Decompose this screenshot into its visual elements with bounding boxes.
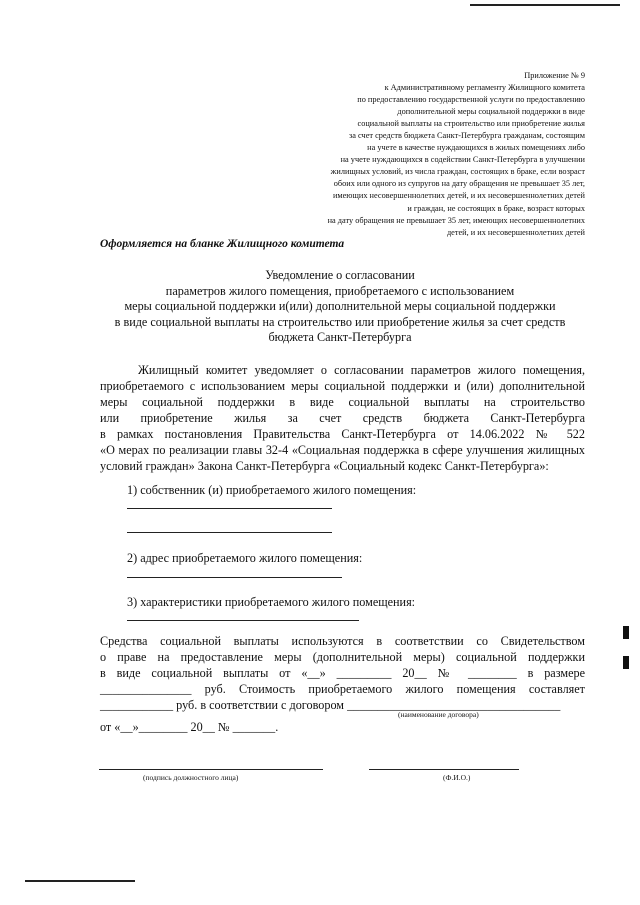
scan-bottom-line: [25, 880, 135, 882]
title-line: Уведомление о согласовании: [265, 268, 415, 282]
appendix-line: имеющих несовершеннолетних детей, и их несовершеннолетних детей: [332, 191, 585, 201]
characteristics-item: 3) характеристики приобретаемого жилого помещения:: [127, 595, 416, 609]
scan-top-line: [470, 4, 620, 6]
characteristics-field-line[interactable]: [127, 620, 359, 621]
body-line: Жилищный комитет уведомляет о согласовании параметров жилого помещения,: [138, 363, 585, 377]
owner-field-line-1[interactable]: [127, 508, 332, 509]
title-line: меры социальной поддержки и(или) дополнительной меры социальной поддержки: [124, 299, 556, 313]
appendix-line: обоих или одного из супругов на дату обращения не превышает 35 лет,: [333, 179, 585, 189]
appendix-line: за счет средств бюджета Санкт-Петербурга гражданам, состоящим: [348, 131, 585, 141]
owner-field-line-2[interactable]: [127, 532, 332, 533]
appendix-line: Приложение № 9: [524, 71, 585, 80]
owner-item: 1) собственник (и) приобретаемого жилого помещения:: [127, 483, 417, 497]
from-line: от «__»________ 20__ № _______.: [100, 720, 279, 734]
appendix-line: по предоставлению государственной услуги по предоставлению: [357, 95, 585, 105]
appendix-block: [265, 70, 585, 239]
funds-line: ____________ руб. в соответствии с договором ___________________________________: [100, 698, 561, 712]
appendix-line: социальной выплаты на строительство или приобретение жилья: [357, 119, 585, 129]
title-line: в виде социальной выплаты на строительство или приобретение жилья за счет средств: [114, 314, 566, 329]
signature-caption: (подпись должностного лица): [143, 773, 239, 782]
appendix-line: к Административному регламенту Жилищного комитета: [384, 83, 585, 93]
signature-line[interactable]: [99, 769, 323, 770]
appendix-line: дополнительной меры социальной поддержки в виде: [397, 107, 585, 117]
body-line: меры социальной поддержки в виде социальной выплаты на строительство: [100, 395, 585, 409]
fio-caption: (Ф.И.О.): [443, 773, 471, 782]
title-line: бюджета Санкт-Петербурга: [268, 330, 412, 344]
body-line: условий граждан» Закона Санкт-Петербурга «Социальный кодекс Санкт-Петербурга»:: [100, 459, 549, 473]
body-line: «О мерах по реализации главы 32-4 «Социальная поддержка в сфере улучшения жилищных: [100, 443, 585, 457]
appendix-line: детей, и их несовершеннолетних детей: [446, 227, 585, 237]
address-item: 2) адрес приобретаемого жилого помещения:: [127, 551, 363, 565]
funds-line: _______________ руб. Стоимость приобретаемого жилого помещения составляет: [100, 682, 585, 696]
appendix-line: на дату обращения не превышает 35 лет, имеющих несовершеннолетних: [327, 215, 585, 225]
title-line: параметров жилого помещения, приобретаемого с использованием: [165, 283, 515, 298]
scan-margin-mark: [623, 626, 629, 639]
funds-line: Средства социальной выплаты используются в соответствии со Свидетельством: [100, 634, 585, 648]
body-line: или приобретение жилья за счет средств бюджета Санкт-Петербурга: [100, 411, 585, 425]
document-title: [80, 268, 600, 346]
address-field-line[interactable]: [127, 577, 342, 578]
funds-line: о праве на предоставление меры (дополнительной меры) социальной поддержки: [100, 650, 585, 664]
scan-margin-mark: [623, 656, 629, 669]
appendix-line: на учете в качестве нуждающихся в жилых помещениях либо: [367, 143, 585, 153]
appendix-line: на учете нуждающихся в содействии Санкт-Петербурга в улучшении: [340, 155, 585, 165]
fio-line[interactable]: [369, 769, 519, 770]
appendix-line: жилищных условий, из числа граждан, состоящих в браке, если возраст: [330, 167, 585, 177]
funds-line: в виде социальной выплаты от «__» _________ 20__ № ________ в размере: [100, 666, 585, 680]
contract-caption: (наименование договора): [398, 710, 479, 719]
body-line: в рамках постановления Правительства Санкт-Петербурга от 14.06.2022 № 522: [100, 427, 585, 441]
body-line: приобретаемого с использованием меры социальной поддержки и (или) дополнительной: [100, 379, 585, 393]
appendix-line: и граждан, не состоящих в браке, возраст которых: [407, 203, 585, 213]
blank-note: Оформляется на бланке Жилищного комитета: [100, 238, 345, 250]
